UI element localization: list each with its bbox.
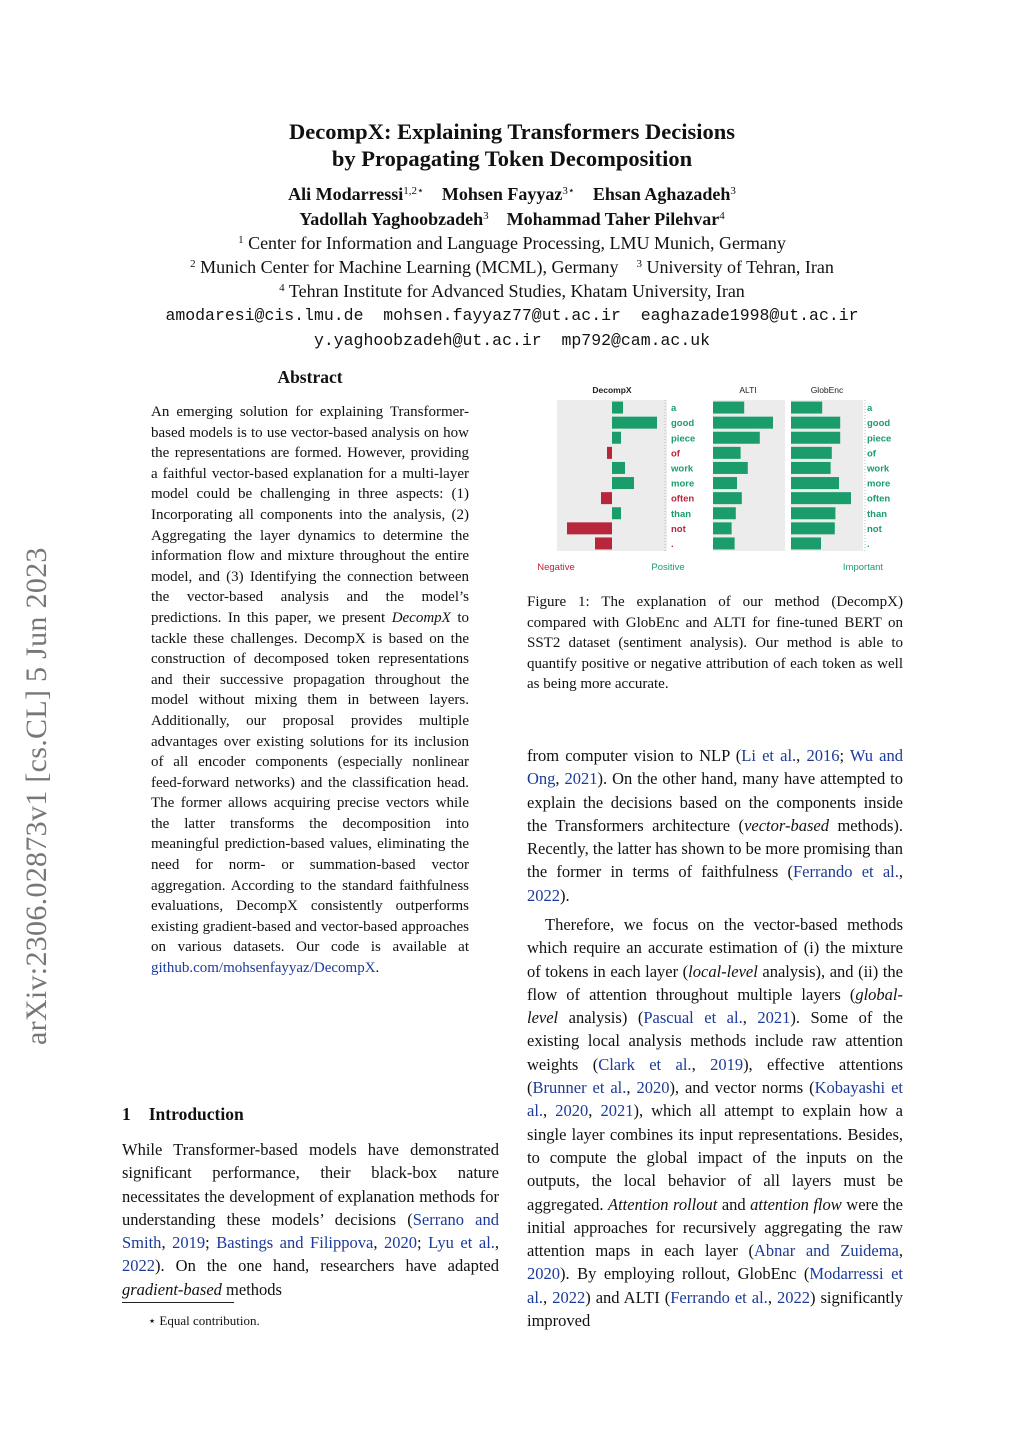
italic-term: attention flow bbox=[750, 1194, 842, 1214]
alti-bar bbox=[713, 477, 737, 489]
legend-important: Important bbox=[842, 562, 884, 573]
decompx-bar bbox=[567, 522, 612, 534]
alti-bar bbox=[713, 417, 773, 429]
text: , bbox=[555, 769, 565, 789]
token-label: piece bbox=[867, 433, 892, 445]
citation-link[interactable]: Modarressi et al. bbox=[527, 1264, 903, 1307]
author-sup: 1,2⋆ bbox=[403, 185, 424, 197]
text: , bbox=[161, 1233, 173, 1253]
text: , bbox=[898, 862, 903, 882]
token-label: . bbox=[867, 538, 870, 550]
token-label: of bbox=[867, 448, 876, 460]
footnote: ⋆ Equal contribution. bbox=[148, 1313, 260, 1328]
legend-positive: Positive bbox=[651, 562, 685, 573]
token-label: a bbox=[671, 403, 677, 415]
author-sup: 3 bbox=[730, 185, 736, 197]
authors-line-2 bbox=[0, 207, 1024, 231]
affiliation-1 bbox=[0, 231, 1024, 255]
citation-link[interactable]: Pascual et al. bbox=[643, 1008, 743, 1028]
decompx-bar bbox=[612, 402, 623, 414]
text: ) significantly improved bbox=[527, 1287, 903, 1331]
panel-title-alti: ALTI bbox=[739, 385, 757, 395]
citation-link[interactable]: 2021 bbox=[564, 769, 598, 789]
token-label: not bbox=[867, 523, 882, 535]
text: were the initial approaches for recursively aggregating the raw attention maps in each layer ( bbox=[527, 1194, 903, 1261]
affil-text: University of Tehran, Iran bbox=[646, 257, 834, 277]
text: ) and ALTI ( bbox=[585, 1287, 671, 1307]
text: methods bbox=[221, 1279, 282, 1299]
title-line-1: DecompX: Explaining Transformers Decisions bbox=[288, 119, 736, 144]
citation-link[interactable]: Wu and Ong bbox=[527, 746, 903, 789]
alti-bar bbox=[713, 432, 760, 444]
citation-link[interactable]: Brunner et al. bbox=[532, 1078, 627, 1098]
author-sup: 3 bbox=[483, 210, 489, 222]
decompx-bar bbox=[612, 477, 634, 489]
affiliation-4 bbox=[0, 279, 1024, 303]
text: Therefore, we focus on the vector-based methods which require an accurate estimation of (i) the mixture of tokens in each layer ( bbox=[527, 915, 903, 981]
globenc-bar bbox=[791, 537, 821, 549]
abstract-text bbox=[151, 402, 469, 979]
globenc-bar bbox=[791, 402, 822, 414]
citation-link[interactable]: 2020 bbox=[527, 1264, 560, 1284]
token-label: good bbox=[867, 418, 891, 430]
text: ). On the one hand, researchers have adapted bbox=[155, 1256, 499, 1276]
citation-link[interactable]: Bastings and Filippova bbox=[216, 1233, 374, 1253]
globenc-bar bbox=[791, 492, 851, 504]
intro-paragraph bbox=[122, 1138, 499, 1301]
title-line-2: by Propagating Token Decomposition bbox=[331, 146, 693, 171]
author-name: Mohsen Fayyaz bbox=[441, 184, 563, 204]
text: ). By employing rollout, GlobEnc ( bbox=[560, 1264, 810, 1284]
decompx-bar bbox=[612, 507, 621, 519]
citation-link[interactable]: 2021 bbox=[757, 1008, 791, 1028]
affil-sup: 1 bbox=[238, 234, 244, 246]
author-name: Mohammad Taher Pilehvar bbox=[506, 209, 720, 229]
citation-link[interactable]: 2020 bbox=[636, 1078, 670, 1098]
author-name: Ali Modarressi bbox=[288, 184, 404, 204]
abstract-heading: Abstract bbox=[277, 367, 343, 387]
token-label: more bbox=[671, 478, 695, 490]
text: ), effective attentions ( bbox=[527, 1054, 903, 1098]
token-label: of bbox=[671, 448, 680, 460]
legend-negative: Negative bbox=[537, 562, 575, 573]
text: ), and vector norms ( bbox=[669, 1078, 815, 1098]
text: ). bbox=[560, 885, 570, 905]
arxiv-identifier: arXiv:2306.02873v1 [cs.CL] 5 Jun 2023 bbox=[20, 547, 53, 1045]
decompx-bar bbox=[601, 492, 612, 504]
affil-text: Munich Center for Machine Learning (MCML), Germany bbox=[200, 257, 619, 277]
text: analysis) ( bbox=[558, 1008, 644, 1028]
code-link[interactable]: github.com/mohsenfayyaz/DecompX bbox=[151, 960, 376, 977]
token-label: than bbox=[671, 508, 692, 520]
affil-sup: 2 bbox=[190, 258, 196, 270]
globenc-bar bbox=[791, 507, 835, 519]
affil-text: Center for Information and Language Processing, LMU Munich, Germany bbox=[248, 233, 786, 253]
decompx-bar bbox=[607, 447, 612, 459]
citation-link[interactable]: Abnar and Zuidema bbox=[754, 1241, 899, 1261]
citation-link[interactable]: Ferrando et al. bbox=[670, 1287, 768, 1307]
decompx-bar bbox=[612, 417, 657, 429]
text: While Transformer-based models have demonstrated significant performance, their black-box nature necessitates the development of explanation methods for understanding these models’ decisions ( bbox=[122, 1140, 499, 1229]
citation-link[interactable]: Kobayashi et al. bbox=[527, 1078, 903, 1121]
citation-link[interactable]: 2022 bbox=[122, 1256, 155, 1276]
token-label: work bbox=[867, 463, 890, 475]
abstract-part: to tackle these challenges. DecompX is based on the construction of decomposed token representations and their successive propagation throughout the model without mixing them in between layers. Additionally, our proposal provides multiple advantages over existing solutions for its inclusion of all encoder components (especially nonlinear feed-forward networks) and the classification head. The former allows acquiring precise vectors while the latter transforms the decomposition into meaningful prediction-based values, eliminating the need for norm- or summation-based vector aggregation. According to the standard faithfulness evaluations, DecompX consistently outperforms existing gradient-based and vector-based approaches on various datasets. Our code is available at bbox=[151, 609, 469, 956]
citation-link[interactable]: Clark et al. bbox=[598, 1054, 692, 1074]
panel-title-decompx: DecompX bbox=[592, 385, 632, 395]
section-number: 1 bbox=[122, 1104, 131, 1124]
abstract-end: . bbox=[375, 960, 380, 977]
citation-link[interactable]: 2022 bbox=[776, 1287, 810, 1307]
panel-title-globenc: GlobEnc bbox=[810, 385, 844, 395]
token-label: piece bbox=[671, 433, 696, 445]
text: , bbox=[494, 1233, 500, 1253]
affil-text: Tehran Institute for Advanced Studies, Khatam University, Iran bbox=[288, 281, 745, 301]
token-label: not bbox=[671, 523, 686, 535]
decompx-bar bbox=[612, 462, 625, 474]
text: methods). Recently, the latter has shown to be more promising than the former in terms of faithfulness ( bbox=[527, 815, 903, 882]
text: analysis), and (ii) the flow of attention throughout multiple layers ( bbox=[527, 961, 903, 1004]
footnote-rule bbox=[122, 1302, 234, 1303]
paper-title bbox=[0, 118, 1024, 172]
alti-bar bbox=[713, 522, 732, 534]
text: , bbox=[742, 1008, 758, 1028]
emails-line-1: amodaresi@cis.lmu.de mohsen.fayyaz77@ut.ac.ir eaghazade1998@ut.ac.ir bbox=[165, 306, 859, 325]
text: ; bbox=[839, 746, 850, 765]
affil-sup: 3 bbox=[636, 258, 643, 270]
citation-link[interactable]: 2021 bbox=[600, 1101, 634, 1121]
text: , bbox=[767, 1287, 777, 1307]
citation-link[interactable]: Lyu et al. bbox=[428, 1233, 495, 1253]
text: ), which all attempt to explain how a single layer combines its input representations. Besides, to compute the global impact of the inputs on the outputs, the local behavior of all layers must be aggregated. bbox=[527, 1101, 904, 1214]
token-label: more bbox=[867, 478, 891, 490]
text: , bbox=[543, 1287, 553, 1307]
author-sup: 4 bbox=[719, 210, 725, 222]
text: and bbox=[717, 1194, 751, 1214]
globenc-bar bbox=[791, 477, 839, 489]
section-title: Introduction bbox=[148, 1104, 244, 1124]
citation-link[interactable]: Serrano and Smith bbox=[122, 1209, 499, 1253]
globenc-bar bbox=[791, 522, 835, 534]
citation-link[interactable]: 2016 bbox=[806, 746, 840, 765]
text: ; bbox=[205, 1233, 217, 1253]
authors-line-1 bbox=[0, 182, 1024, 206]
token-label: than bbox=[867, 508, 888, 520]
token-label: a bbox=[867, 403, 873, 415]
text: , bbox=[796, 746, 807, 765]
text: ). On the other hand, many have attempted to explain the decisions based on the components inside the Transformers architecture ( bbox=[527, 769, 903, 835]
affiliation-2-3 bbox=[0, 255, 1024, 279]
abstract-part: An emerging solution for explaining Transformer-based models is to use vector-based analysis on how the representations are formed. However, providing a faithful vector-based explanation for a multi-layer model could be challenging in three aspects: (1) Incorporating all components into the analysis, (2) Aggregating the layer dynamics to determine the information flow and mixture throughout the entire model, and (3) Identifying the connection between the vector-based analysis and the model’s predictions. In this paper, we present bbox=[151, 404, 469, 626]
figure-1-chart bbox=[527, 378, 907, 578]
alti-bar bbox=[713, 402, 744, 414]
text: , bbox=[588, 1101, 601, 1121]
italic-term: Attention rollout bbox=[608, 1194, 718, 1214]
right-paragraph-2 bbox=[527, 913, 903, 1332]
italic-term: vector-based bbox=[744, 815, 829, 835]
text: , bbox=[691, 1054, 711, 1074]
globenc-bar bbox=[791, 432, 840, 444]
token-label: often bbox=[671, 493, 695, 505]
figure-caption: Figure 1: The explanation of our method (DecompX) compared with GlobEnc and ALTI for fine-tuned BERT on SST2 dataset (sentiment analysis). Our method is able to quantify positive or negative attribution of each token as well as being more accurate. bbox=[527, 594, 903, 693]
citation-link[interactable]: 2020 bbox=[555, 1101, 589, 1121]
citation-link[interactable]: 2019 bbox=[172, 1233, 206, 1253]
text: from computer vision to NLP ( bbox=[527, 746, 742, 765]
text: , bbox=[898, 1241, 904, 1261]
author-name: Ehsan Aghazadeh bbox=[592, 184, 731, 204]
globenc-bar bbox=[791, 417, 840, 429]
section-heading-introduction bbox=[122, 1104, 244, 1125]
italic-term: global-level bbox=[527, 984, 903, 1028]
decompx-bar bbox=[595, 537, 612, 549]
citation-link[interactable]: Li et al. bbox=[741, 746, 797, 765]
citation-link[interactable]: 2022 bbox=[527, 885, 560, 905]
affil-sup: 4 bbox=[279, 282, 285, 294]
token-label: work bbox=[671, 463, 694, 475]
citation-link[interactable]: 2019 bbox=[710, 1054, 744, 1074]
citation-link[interactable]: Ferrando et al. bbox=[792, 862, 899, 882]
citation-link[interactable]: 2020 bbox=[384, 1233, 418, 1253]
author-name: Yadollah Yaghoobzadeh bbox=[299, 209, 484, 229]
token-label: . bbox=[671, 538, 674, 550]
token-label: often bbox=[867, 493, 891, 505]
emails-line-2: y.yaghoobzadeh@ut.ac.ir mp792@cam.ac.uk bbox=[313, 331, 711, 350]
alti-bar bbox=[713, 447, 741, 459]
globenc-bar bbox=[791, 462, 831, 474]
text: ). Some of the existing local analysis methods include raw attention weights ( bbox=[527, 1008, 903, 1074]
text: , bbox=[626, 1078, 637, 1098]
globenc-bar bbox=[791, 447, 832, 459]
alti-bar bbox=[713, 462, 748, 474]
token-label: good bbox=[671, 418, 695, 430]
text: ; bbox=[417, 1233, 429, 1253]
abstract-method-name: DecompX bbox=[391, 609, 451, 626]
decompx-bar bbox=[612, 432, 621, 444]
alti-bar bbox=[713, 492, 742, 504]
alti-bar bbox=[713, 537, 735, 549]
alti-bar bbox=[713, 507, 736, 519]
right-paragraph-1 bbox=[527, 744, 903, 907]
italic-term: local-level bbox=[688, 961, 758, 981]
text: , bbox=[543, 1101, 556, 1121]
citation-link[interactable]: 2022 bbox=[552, 1287, 586, 1307]
italic-term: gradient-based bbox=[122, 1279, 222, 1299]
text: , bbox=[373, 1233, 385, 1253]
author-sup: 3⋆ bbox=[562, 185, 575, 197]
